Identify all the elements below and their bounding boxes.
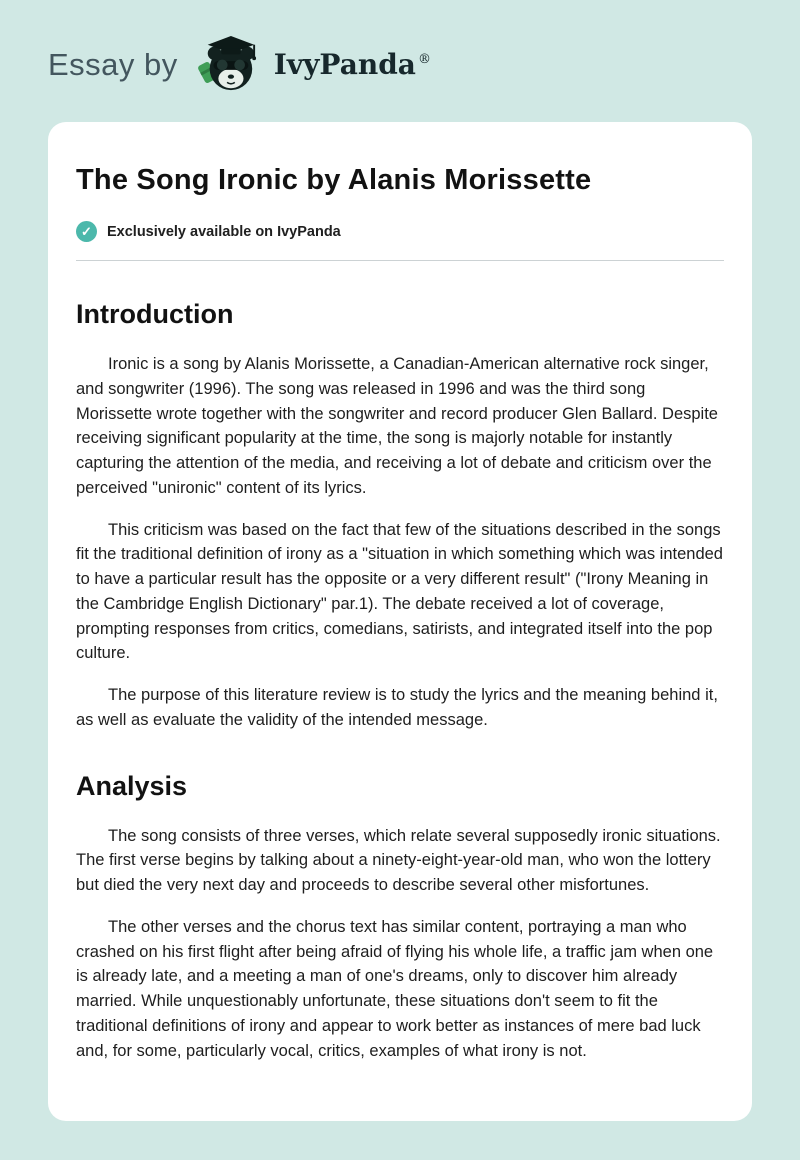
header <box>0 0 800 122</box>
essay-title: The Song Ironic by Alanis Morissette <box>76 164 592 196</box>
analysis-paragraph-2: The other verses and the chorus text has similar content, portraying a man who crashed on his first flight after being afraid of flying his whole life, a traffic jam when one is already late, and a meeting a man of one's dreams, only to discover him already married. While unquestionably unfortunate, these situations don't seem to fit the traditional definitions of irony and appear to work better as instances of mere bad luck and, for some, particularly vocal, critics, examples of what irony is not. <box>76 917 714 1060</box>
section-heading-introduction: Introduction <box>76 299 234 329</box>
brand-label: IvyPanda <box>273 48 416 81</box>
checkmark-icon: ✓ <box>76 221 97 242</box>
ivypanda-logo-icon <box>198 36 260 94</box>
availability-label: Exclusively available on IvyPanda <box>107 223 341 240</box>
essay-by-label: Essay by <box>48 47 178 82</box>
divider <box>76 260 724 261</box>
section-heading-analysis: Analysis <box>76 770 188 801</box>
brand-name <box>273 48 431 81</box>
intro-paragraph-1: Ironic is a song by Alanis Morissette, a Canadian-American alternative rock singer, and songwriter (1996). The song was released in 1996 and was the third song Morissette wrote together with the songwriter and record producer Glen Ballard. Despite receiving significant popularity at the time, the song is majorly notable for instantly capturing the attention of the media, and receiving a lot of debate and criticism over the perceived "unironic" content of its lyrics. <box>76 355 718 497</box>
intro-paragraph-2: This criticism was based on the fact that few of the situations described in the songs fit the traditional definition of irony as a "situation in which something which was intended to have a particular result has the opposite or a very different result" ("Irony Meaning in the Cambridge English Dictionary" par.1). The debate received a lot of coverage, prompting responses from critics, comedians, satirists, and integrated itself into the pop culture. <box>76 520 723 663</box>
intro-paragraph-3: The purpose of this literature review is to study the lyrics and the meaning behind it, as well as evaluate the validity of the intended message. <box>76 686 718 729</box>
essay-card <box>48 122 752 1121</box>
availability-badge <box>76 221 724 242</box>
registered-mark: ® <box>417 52 431 67</box>
analysis-paragraph-1: The song consists of three verses, which relate several supposedly ironic situations. The first verse begins by talking about a ninety-eight-year-old man, who won the lottery but died the very next day and proceeds to describe several other misfortunes. <box>76 826 721 894</box>
